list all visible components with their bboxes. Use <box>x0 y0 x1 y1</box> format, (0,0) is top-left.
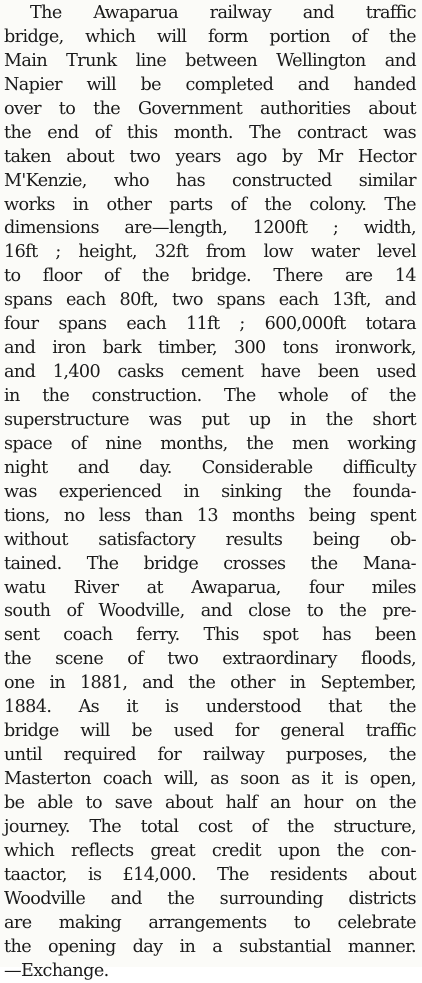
article-line: tions, no less than 13 months being spent <box>4 505 416 529</box>
article-line: 1884. As it is understood that the <box>4 696 416 720</box>
article-line: sent coach ferry. This spot has been <box>4 624 416 648</box>
article-line: tained. The bridge crosses the Mana- <box>4 553 416 577</box>
article-line: space of nine months, the men working <box>4 433 416 457</box>
article-line: 16ft ; height, 32ft from low water level <box>4 241 416 265</box>
article-line: without satisfactory results being ob- <box>4 529 416 553</box>
article-line: the opening day in a substantial manner. <box>4 936 416 960</box>
article-line: in the construction. The whole of the <box>4 385 416 409</box>
article-line: night and day. Considerable difficulty <box>4 457 416 481</box>
article-line: Main Trunk line between Wellington and <box>4 50 416 74</box>
article-line: taactor, is £14,000. The residents about <box>4 864 416 888</box>
article-line: until required for railway purposes, the <box>4 744 416 768</box>
article-line: one in 1881, and the other in September, <box>4 672 416 696</box>
article-line: was experienced in sinking the founda- <box>4 481 416 505</box>
article-line: be able to save about half an hour on the <box>4 792 416 816</box>
article-line: south of Woodville, and close to the pre- <box>4 600 416 624</box>
article-line: bridge, which will form portion of the <box>4 26 416 50</box>
article-line: and iron bark timber, 300 tons ironwork, <box>4 337 416 361</box>
article-line: are making arrangements to celebrate <box>4 912 416 936</box>
article-line: journey. The total cost of the structure, <box>4 816 416 840</box>
article-body <box>4 2 416 983</box>
article-byline: —Exchange. <box>4 960 416 983</box>
article-line: works in other parts of the colony. The <box>4 194 416 218</box>
article-line: Masterton coach will, as soon as it is open, <box>4 768 416 792</box>
article-line: and 1,400 casks cement have been used <box>4 361 416 385</box>
article-line: over to the Government authorities about <box>4 98 416 122</box>
article-line: the end of this month. The contract was <box>4 122 416 146</box>
article-line: Woodville and the surrounding districts <box>4 888 416 912</box>
article-line: dimensions are—length, 1200ft ; width, <box>4 217 416 241</box>
article-line: M'Kenzie, who has constructed similar <box>4 170 416 194</box>
article-line: superstructure was put up in the short <box>4 409 416 433</box>
article-line: watu River at Awaparua, four miles <box>4 577 416 601</box>
article-line: bridge will be used for general traffic <box>4 720 416 744</box>
article-line: which reflects great credit upon the con- <box>4 840 416 864</box>
article-line: to floor of the bridge. There are 14 <box>4 265 416 289</box>
article-line: Napier will be completed and handed <box>4 74 416 98</box>
article-line: taken about two years ago by Mr Hector <box>4 146 416 170</box>
article-line: the scene of two extraordinary floods, <box>4 648 416 672</box>
article-line: four spans each 11ft ; 600,000ft totara <box>4 313 416 337</box>
article-line: The Awaparua railway and traffic <box>4 2 416 26</box>
article-line: spans each 80ft, two spans each 13ft, and <box>4 289 416 313</box>
